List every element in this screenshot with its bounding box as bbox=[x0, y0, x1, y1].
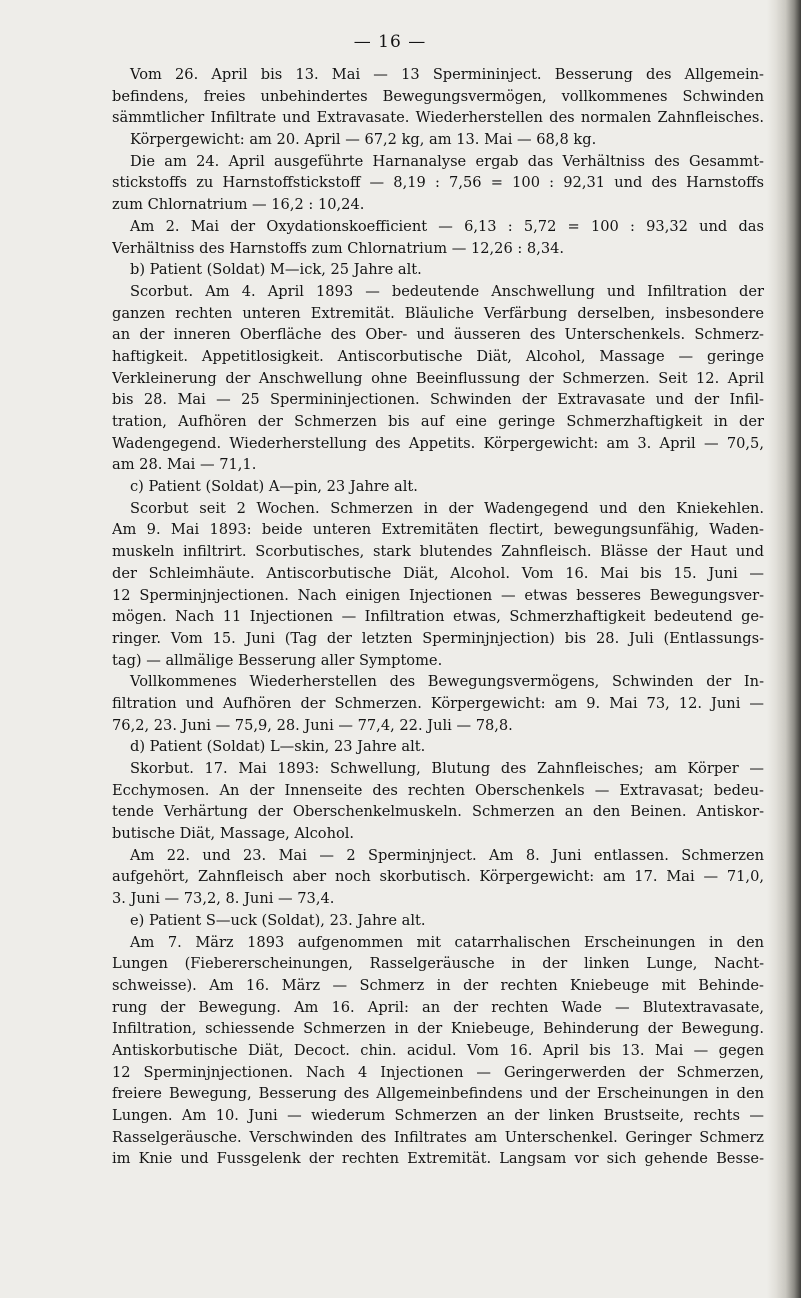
text-line: Skorbut. 17. Mai 1893: Schwellung, Blutung des Zahnfleisches; am Körper — bbox=[130, 760, 764, 777]
text-line: ganzen rechten unteren Extremität. Bläuliche Verfärbung derselben, insbesondere bbox=[112, 304, 764, 322]
text-line: Ecchymosen. An der Innenseite des rechten Oberschenkels — Extravasat; bedeu- bbox=[112, 781, 764, 799]
text-line: stickstoffs zu Harnstoffstickstoff — 8,19 : 7,56 = 100 : 92,31 und des Harnstoffs bbox=[112, 174, 764, 192]
text-line: Verhältniss des Harnstoffs zum Chlornatrium — 12,26 : 8,34. bbox=[112, 239, 565, 257]
text-line: Am 7. März 1893 aufgenommen mit catarrhalischen Erscheinungen in den bbox=[130, 933, 764, 951]
book-spine-shadow bbox=[767, 0, 801, 1298]
text-line: Verkleinerung der Anschwellung ohne Beeinflussung der Schmerzen. Seit 12. April bbox=[112, 369, 764, 387]
text-line: Am 9. Mai 1893: beide unteren Extremitäten flectirt, bewegungsunfähig, Waden- bbox=[112, 521, 764, 539]
text-line: 12 Sperminjnjectionen. Nach einigen Injectionen — etwas besseres Bewegungsver- bbox=[112, 586, 764, 604]
text-line: der Schleimhäute. Antiscorbutische Diät, Alcohol. Vom 16. Mai bis 15. Juni — bbox=[112, 564, 764, 582]
text-line: Die am 24. April ausgeführte Harnanalyse ergab das Verhältniss des Gesammt- bbox=[130, 152, 764, 170]
text-line: befindens, freies unbehindertes Bewegungsvermögen, vollkommenes Schwinden bbox=[112, 87, 764, 105]
text-line: muskeln infiltrirt. Scorbutisches, stark blutendes Zahnfleisch. Blässe der Haut und bbox=[112, 543, 764, 561]
text-line: freiere Bewegung, Besserung des Allgemeinbefindens und der Erscheinungen in den bbox=[112, 1085, 764, 1103]
text-line: Lungen (Fiebererscheinungen, Rasselgeräusche in der linken Lunge, Nacht- bbox=[112, 955, 764, 973]
text-line: tende Verhärtung der Oberschenkelmuskeln. Schmerzen an den Beinen. Antiskor- bbox=[112, 803, 764, 821]
text-line: butische Diät, Massage, Alcohol. bbox=[112, 825, 355, 843]
text-line: Vom 26. April bis 13. Mai — 13 Spermininject. Besserung des Allgemein- bbox=[130, 66, 764, 83]
text-line: aufgehört, Zahnfleisch aber noch skorbutisch. Körpergewicht: am 17. Mai — 71,0, bbox=[112, 868, 764, 886]
text-line: Rasselgeräusche. Verschwinden des Infiltrates am Unterschenkel. Geringer Schmerz bbox=[112, 1128, 764, 1146]
text-line: b) Patient (Soldat) M—ick, 25 Jahre alt. bbox=[130, 261, 422, 279]
text-line: tration, Aufhören der Schmerzen bis auf eine geringe Schmerzhaftigkeit in der bbox=[112, 413, 764, 430]
text-line: Infiltration, schiessende Schmerzen in der Kniebeuge, Behinderung der Bewegung. bbox=[112, 1020, 764, 1038]
text-line: ringer. Vom 15. Juni (Tag der letzten Sperminjnjection) bis 28. Juli (Entlassungs- bbox=[112, 629, 764, 647]
text-line: an der inneren Oberfläche des Ober- und äusseren des Unterschenkels. Schmerz- bbox=[112, 326, 764, 344]
text-line: Vollkommenes Wiederherstellen des Bewegungsvermögens, Schwinden der In- bbox=[130, 673, 764, 691]
text-line: am 28. Mai — 71,1. bbox=[112, 456, 257, 474]
text-line: tag) — allmälige Besserung aller Symptome. bbox=[112, 651, 443, 669]
text-line: Scorbut. Am 4. April 1893 — bedeutende Anschwellung und Infiltration der bbox=[130, 282, 764, 300]
page-number-header: — 16 — bbox=[353, 32, 427, 52]
text-line: zum Chlornatrium — 16,2 : 10,24. bbox=[112, 196, 365, 214]
text-line: e) Patient S—uck (Soldat), 23. Jahre alt. bbox=[130, 911, 426, 929]
text-line: c) Patient (Soldat) A—pin, 23 Jahre alt. bbox=[130, 478, 418, 496]
text-line: Scorbut seit 2 Wochen. Schmerzen in der Wadengegend und den Kniekehlen. bbox=[130, 499, 764, 517]
text-line: 12 Sperminjnjectionen. Nach 4 Injectionen — Geringerwerden der Schmerzen, bbox=[112, 1063, 764, 1081]
text-line: sämmtlicher Infiltrate und Extravasate. Wiederherstellen des normalen Zahnfleisches. bbox=[112, 109, 764, 127]
text-line: haftigkeit. Appetitlosigkeit. Antiscorbutische Diät, Alcohol, Massage — geringe bbox=[112, 347, 764, 365]
text-line: Am 2. Mai der Oxydationskoefficient — 6,13 : 5,72 = 100 : 93,32 und das bbox=[130, 217, 764, 235]
text-line: mögen. Nach 11 Injectionen — Infiltration etwas, Schmerzhaftigkeit bedeutend ge- bbox=[112, 608, 764, 626]
text-line: Antiskorbutische Diät, Decoct. chin. acidul. Vom 16. April bis 13. Mai — gegen bbox=[112, 1041, 764, 1059]
text-line: filtration und Aufhören der Schmerzen. Körpergewicht: am 9. Mai 73, 12. Juni — bbox=[112, 694, 764, 712]
text-line: im Knie und Fussgelenk der rechten Extremität. Langsam vor sich gehende Besse- bbox=[112, 1150, 764, 1168]
text-line: Am 22. und 23. Mai — 2 Sperminjnject. Am 8. Juni entlassen. Schmerzen bbox=[130, 846, 764, 864]
text-line: Lungen. Am 10. Juni — wiederum Schmerzen an der linken Brustseite, rechts — bbox=[112, 1107, 764, 1124]
text-line: 76,2, 23. Juni — 75,9, 28. Juni — 77,4, 22. Juli — 78,8. bbox=[112, 716, 513, 734]
body-text bbox=[112, 64, 764, 1170]
text-line: bis 28. Mai — 25 Spermininjectionen. Schwinden der Extravasate und der Infil- bbox=[112, 391, 764, 409]
text-line: Körpergewicht: am 20. April — 67,2 kg, am 13. Mai — 68,8 kg. bbox=[130, 131, 597, 149]
text-line: schweisse). Am 16. März — Schmerz in der rechten Kniebeuge mit Behinde- bbox=[112, 976, 764, 994]
text-line: Wadengegend. Wiederherstellung des Appetits. Körpergewicht: am 3. April — 70,5, bbox=[112, 434, 764, 452]
text-line: rung der Bewegung. Am 16. April: an der rechten Wade — Blutextravasate, bbox=[112, 998, 764, 1016]
text-line: 3. Juni — 73,2, 8. Juni — 73,4. bbox=[112, 890, 335, 908]
text-line: d) Patient (Soldat) L—skin, 23 Jahre alt. bbox=[130, 738, 426, 756]
